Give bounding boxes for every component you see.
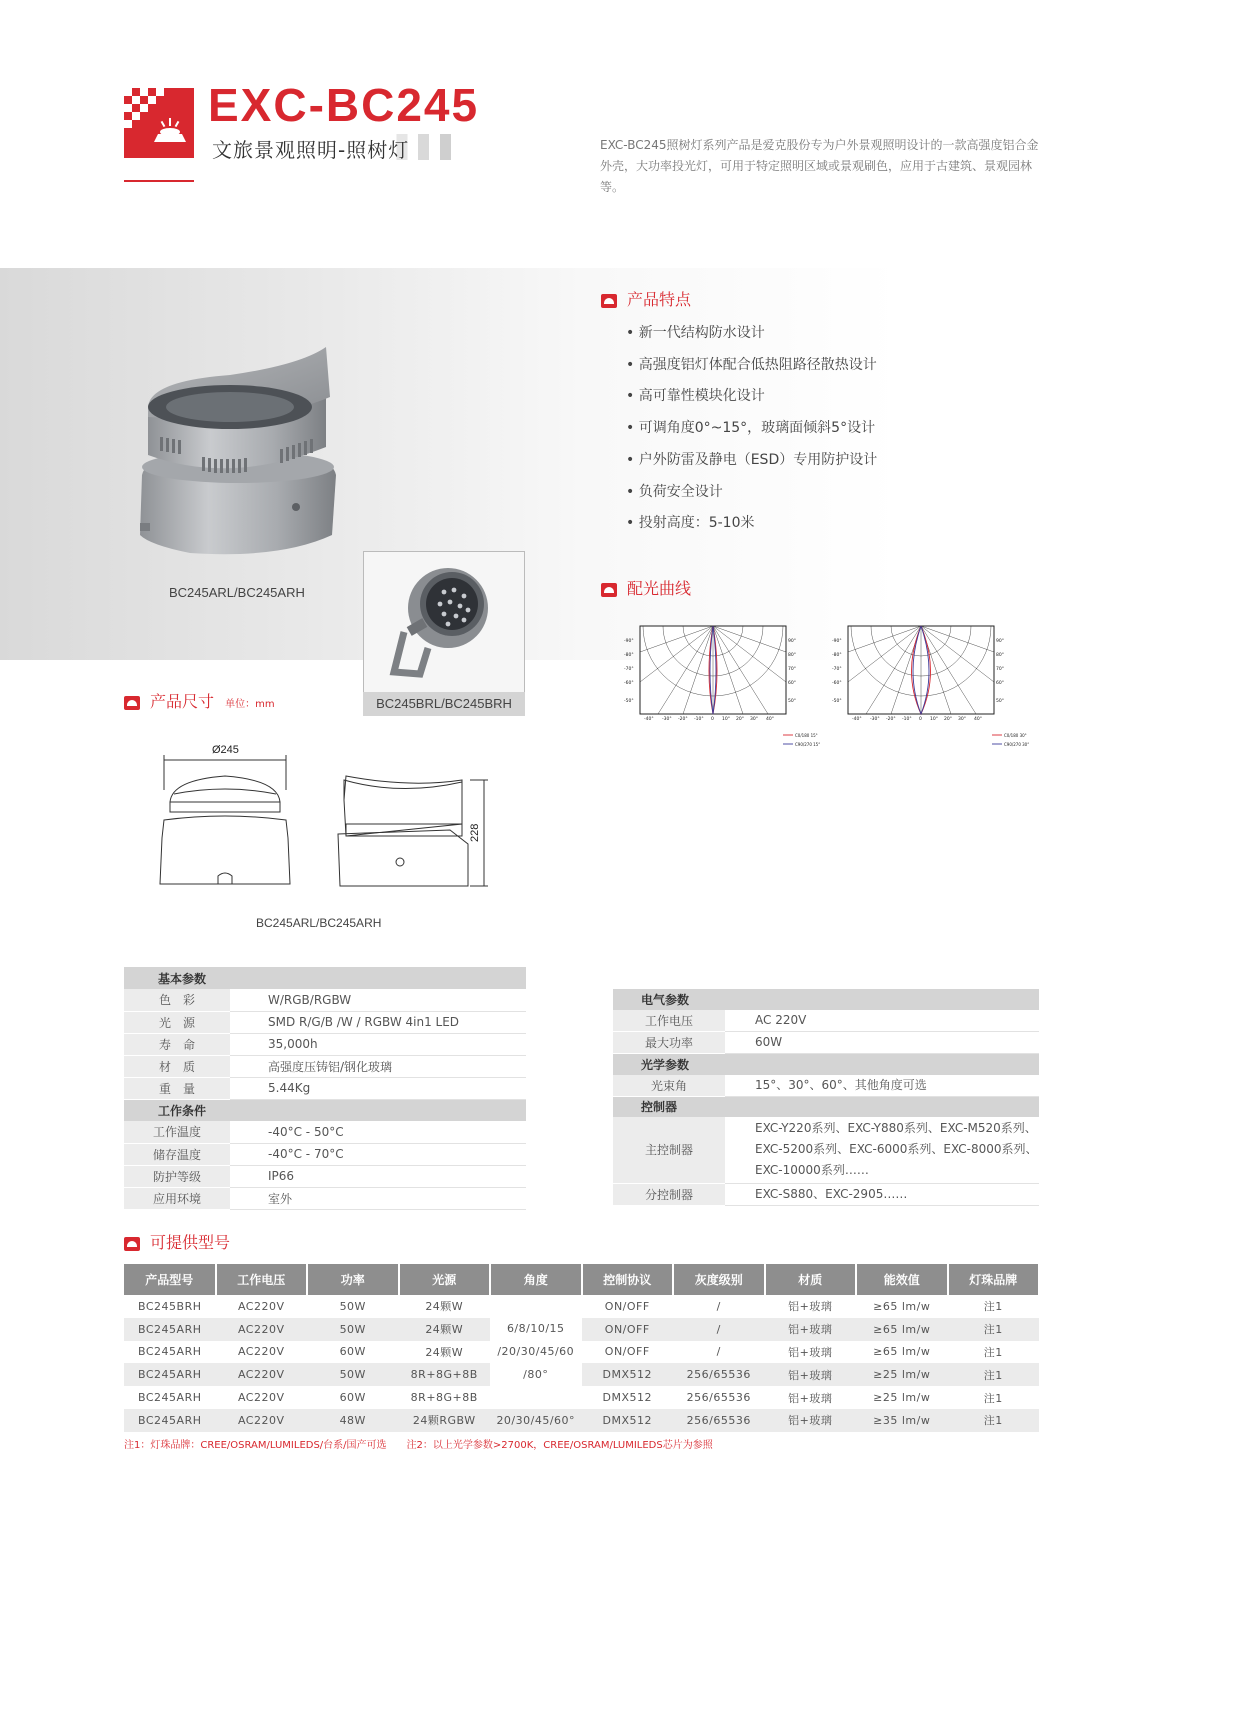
feature-item: • 可调角度0°~15°，玻璃面倾斜5°设计 <box>626 420 876 437</box>
param-key: 最大功率 <box>613 1032 725 1054</box>
param-value: 60W <box>725 1032 1039 1054</box>
param-key: 分控制器 <box>613 1183 725 1205</box>
column-header: 工作电压 <box>216 1264 308 1295</box>
tick-label: 80° <box>788 653 796 658</box>
table-cell: 8R+8G+8B <box>399 1363 491 1386</box>
table-header-row <box>124 967 526 989</box>
table-cell: ≥25 lm/w <box>856 1363 948 1386</box>
table-cell: 50W <box>307 1295 399 1318</box>
lamp-icon <box>601 294 617 308</box>
table-cell: 256/65536 <box>673 1386 765 1409</box>
tick-label: 0 <box>711 717 714 722</box>
param-value: -40°C - 70°C <box>230 1143 526 1165</box>
feature-item: • 新一代结构防水设计 <box>626 325 765 341</box>
column-header: 产品型号 <box>124 1264 216 1295</box>
controller-line: EXC-5200系列、EXC-6000系列、EXC-8000系列、 <box>755 1142 1038 1157</box>
angle-line: 6/8/10/15 <box>506 1322 565 1336</box>
table-cell: ≥25 lm/w <box>856 1386 948 1409</box>
dimensions-caption: BC245ARL/BC245ARH <box>256 916 382 930</box>
table-cell: 注1 <box>948 1386 1040 1409</box>
intro-paragraph: EXC-BC245照树灯系列产品是爱克股份专为户外景观照明设计的一款高强度铝合金外壳，大功率投光灯，可用于特定照明区域或景观刷色，应用于古建筑、景观园林等。 <box>600 138 1039 194</box>
legend-item: C0/180 30° <box>1004 733 1027 738</box>
table-row <box>124 1318 1039 1341</box>
table-header-row <box>613 1096 1039 1117</box>
param-value: 15°、30°、60°、其他角度可选 <box>725 1075 1039 1097</box>
tick-label: 40° <box>974 717 982 722</box>
tick-label: -10° <box>694 717 704 722</box>
table-cell: 注1 <box>948 1409 1040 1432</box>
table-row <box>124 1409 1039 1432</box>
lamp-icon <box>124 696 140 710</box>
table-cell: 8R+8G+8B <box>399 1386 491 1409</box>
table-cell: 50W <box>307 1363 399 1386</box>
table-cell: 铝+玻璃 <box>765 1386 857 1409</box>
table-cell: ≥35 lm/w <box>856 1409 948 1432</box>
table-section-header: 基本参数 <box>124 967 526 989</box>
table-header-row <box>613 989 1039 1010</box>
footnotes: 注1：灯珠品牌：CREE/OSRAM/LUMILEDS/台系/国产可选 注2：以上光学参数>2700K，CREE/OSRAM/LUMILEDS芯片为参照 <box>124 1440 713 1451</box>
feature-item: • 户外防雷及静电（ESD）专用防护设计 <box>626 451 878 468</box>
table-cell: ON/OFF <box>582 1318 674 1341</box>
controller-line: EXC-10000系列…… <box>755 1163 869 1178</box>
tick-label: -20° <box>678 717 688 722</box>
tick-label: 70° <box>996 667 1004 672</box>
column-header: 灯珠品牌 <box>948 1264 1040 1295</box>
tick-label: -50° <box>832 699 842 704</box>
table-row <box>124 989 526 1011</box>
table-cell: AC220V <box>216 1363 308 1386</box>
table-cell: 50W <box>307 1318 399 1341</box>
table-row <box>613 1075 1039 1097</box>
table-cell: 铝+玻璃 <box>765 1409 857 1432</box>
param-key: 材 质 <box>124 1055 230 1077</box>
table-cell: 24颗RGBW <box>399 1409 491 1432</box>
table-cell: 铝+玻璃 <box>765 1318 857 1341</box>
dimensions-section-title <box>124 689 275 712</box>
table-row <box>124 1033 526 1055</box>
param-value: 5.44Kg <box>230 1077 526 1099</box>
legend-item: C90/270 30° <box>1004 742 1030 747</box>
tick-label: 90° <box>996 639 1004 644</box>
table-cell: ON/OFF <box>582 1295 674 1318</box>
tick-label: 30° <box>750 717 758 722</box>
table-section-header: 控制器 <box>613 1096 1039 1117</box>
table-cell: AC220V <box>216 1386 308 1409</box>
height-label: 228 <box>469 823 481 842</box>
features-list <box>626 318 877 540</box>
dimension-drawing <box>150 740 500 900</box>
table-row <box>124 1295 1039 1318</box>
table-cell: 24颗W <box>399 1295 491 1318</box>
model-title: EXC-BC245 <box>208 79 480 131</box>
tick-label: 50° <box>788 699 796 704</box>
param-key: 应用环境 <box>124 1187 230 1209</box>
table-cell: / <box>673 1318 765 1341</box>
table-cell: 铝+玻璃 <box>765 1295 857 1318</box>
table-cell: AC220V <box>216 1341 308 1364</box>
table-header-row <box>613 1054 1039 1075</box>
table-cell: AC220V <box>216 1295 308 1318</box>
table-cell: ≥65 lm/w <box>856 1341 948 1364</box>
table-row <box>124 1363 1039 1386</box>
tick-label: 20° <box>944 717 952 722</box>
table-section-header: 电气参数 <box>613 989 1039 1010</box>
table-cell: 24颗W <box>399 1341 491 1364</box>
table-row <box>613 1010 1039 1032</box>
lamp-icon <box>601 583 617 597</box>
tick-label: 20° <box>736 717 744 722</box>
tick-label: -70° <box>832 667 842 672</box>
angle-line: /80° <box>523 1368 549 1382</box>
table-cell: 注1 <box>948 1295 1040 1318</box>
table-cell: BC245ARH <box>124 1363 216 1386</box>
tick-label: -80° <box>624 653 634 658</box>
column-header: 角度 <box>490 1264 582 1295</box>
tick-label: -30° <box>870 717 880 722</box>
tick-label: -20° <box>886 717 896 722</box>
models-table <box>124 1264 1040 1432</box>
table-cell: 20/30/45/60° <box>490 1409 582 1432</box>
table-cell: 256/65536 <box>673 1363 765 1386</box>
tick-label: -40° <box>644 717 654 722</box>
param-value: 高强度压铸铝/钢化玻璃 <box>230 1055 526 1077</box>
table-row <box>124 1011 526 1033</box>
tick-label: 40° <box>766 717 774 722</box>
tick-label: 30° <box>958 717 966 722</box>
table-cell: BC245ARH <box>124 1386 216 1409</box>
table-cell: 注1 <box>948 1341 1040 1364</box>
param-value: 35,000h <box>230 1033 526 1055</box>
param-key: 主控制器 <box>613 1117 725 1183</box>
table-cell: AC220V <box>216 1409 308 1432</box>
column-header: 灰度级别 <box>673 1264 765 1295</box>
dimensions-unit: 单位：mm <box>225 699 275 710</box>
table-cell: 48W <box>307 1409 399 1432</box>
param-key: 工作温度 <box>124 1121 230 1143</box>
tick-label: 90° <box>788 639 796 644</box>
table-cell: 注1 <box>948 1318 1040 1341</box>
param-key: 色 彩 <box>124 989 230 1011</box>
product-image-inset <box>364 552 524 692</box>
table-row <box>124 1121 526 1143</box>
tick-label: 0 <box>919 717 922 722</box>
table-section-header: 工作条件 <box>124 1099 526 1121</box>
param-key: 防护等级 <box>124 1165 230 1187</box>
param-value: AC 220V <box>725 1010 1039 1032</box>
table-cell: ON/OFF <box>582 1341 674 1364</box>
legend-item: C90/270 15° <box>795 742 821 747</box>
diameter-label: Ø245 <box>212 744 239 756</box>
tick-label: 10° <box>930 717 938 722</box>
table-row <box>124 1341 1039 1364</box>
table-row <box>613 1117 1039 1183</box>
column-header: 能效值 <box>856 1264 948 1295</box>
title-divider <box>124 180 194 182</box>
table-cell: / <box>673 1341 765 1364</box>
table-cell: 铝+玻璃 <box>765 1341 857 1364</box>
tick-label: 80° <box>996 653 1004 658</box>
table-cell: AC220V <box>216 1318 308 1341</box>
param-value: SMD R/G/B /W / RGBW 4in1 LED <box>230 1011 526 1033</box>
column-header: 控制协议 <box>582 1264 674 1295</box>
angle-line: /20/30/45/60 <box>497 1345 575 1359</box>
controller-line: EXC-Y220系列、EXC-Y880系列、EXC-M520系列、 <box>755 1121 1037 1136</box>
product-image-main <box>130 345 340 565</box>
tick-label: 70° <box>788 667 796 672</box>
table-cell: ≥65 lm/w <box>856 1318 948 1341</box>
table-row <box>124 1187 526 1209</box>
table-cell: DMX512 <box>582 1386 674 1409</box>
dimensions-title-text: 产品尺寸 <box>150 692 215 711</box>
feature-item: • 负荷安全设计 <box>626 483 723 500</box>
tick-label: 10° <box>722 717 730 722</box>
features-title-text: 产品特点 <box>627 290 692 309</box>
param-value: EXC-S880、EXC-2905…… <box>725 1183 1039 1205</box>
inset-product-caption: BC245BRL/BC245BRH <box>363 692 525 716</box>
tick-label: -30° <box>662 717 672 722</box>
models-title-text: 可提供型号 <box>150 1233 231 1252</box>
param-key: 重 量 <box>124 1077 230 1099</box>
param-value: 室外 <box>230 1187 526 1209</box>
tick-label: -50° <box>624 699 634 704</box>
photometric-section-title <box>601 576 691 599</box>
table-cell: BC245ARH <box>124 1341 216 1364</box>
table-row <box>124 1055 526 1077</box>
polar-chart-15 <box>618 622 821 752</box>
table-row <box>124 1386 1039 1409</box>
tick-label: -40° <box>852 717 862 722</box>
lamp-icon <box>124 1237 140 1251</box>
table-section-header: 光学参数 <box>613 1054 1039 1075</box>
param-key: 工作电压 <box>613 1010 725 1032</box>
table-cell: 60W <box>307 1386 399 1409</box>
param-value: W/RGB/RGBW <box>230 989 526 1011</box>
column-header: 光源 <box>399 1264 491 1295</box>
subtitle: 文旅景观照明-照树灯 <box>212 138 410 162</box>
feature-item: • 投射高度：5-10米 <box>626 515 755 532</box>
table-cell: BC245ARH <box>124 1318 216 1341</box>
tick-label: -70° <box>624 667 634 672</box>
main-product-caption: BC245ARL/BC245ARH <box>169 585 305 600</box>
features-section-title <box>601 287 691 310</box>
electrical-params-table <box>613 989 1039 1206</box>
tick-label: 60° <box>996 681 1004 686</box>
column-header: 功率 <box>307 1264 399 1295</box>
table-header-row <box>124 1264 1039 1295</box>
feature-item: • 高强度铝灯体配合低热阻路径散热设计 <box>626 356 877 373</box>
tick-label: -10° <box>902 717 912 722</box>
polar-chart-30 <box>830 622 1045 752</box>
param-key: 寿 命 <box>124 1033 230 1055</box>
param-key: 光 源 <box>124 1011 230 1033</box>
param-value: -40°C - 50°C <box>230 1121 526 1143</box>
table-cell: ≥65 lm/w <box>856 1295 948 1318</box>
tick-label: -90° <box>832 639 842 644</box>
tick-label: 50° <box>996 699 1004 704</box>
column-header: 材质 <box>765 1264 857 1295</box>
tick-label: -60° <box>624 681 634 686</box>
table-cell: DMX512 <box>582 1409 674 1432</box>
table-cell: 256/65536 <box>673 1409 765 1432</box>
brand-logo <box>124 88 194 158</box>
table-cell: BC245ARH <box>124 1409 216 1432</box>
table-cell: BC245BRH <box>124 1295 216 1318</box>
models-section-title <box>124 1230 230 1253</box>
table-cell: 铝+玻璃 <box>765 1363 857 1386</box>
table-row <box>124 1077 526 1099</box>
table-cell: 注1 <box>948 1363 1040 1386</box>
angle-merged-cell <box>490 1295 582 1409</box>
table-row <box>613 1183 1039 1205</box>
tick-label: -60° <box>832 681 842 686</box>
table-header-row <box>124 1099 526 1121</box>
param-value: IP66 <box>230 1165 526 1187</box>
legend-item: C0/180 15° <box>795 733 818 738</box>
table-cell: 24颗W <box>399 1318 491 1341</box>
tick-label: 60° <box>788 681 796 686</box>
basic-params-table <box>124 967 526 1210</box>
tick-label: -90° <box>624 639 634 644</box>
photometric-title-text: 配光曲线 <box>627 579 692 598</box>
table-cell: / <box>673 1295 765 1318</box>
param-value <box>725 1117 1039 1183</box>
table-cell: DMX512 <box>582 1363 674 1386</box>
table-row <box>124 1143 526 1165</box>
table-cell: 60W <box>307 1341 399 1364</box>
table-row <box>613 1032 1039 1054</box>
param-key: 光束角 <box>613 1075 725 1097</box>
feature-item: • 高可靠性模块化设计 <box>626 388 765 405</box>
param-key: 储存温度 <box>124 1143 230 1165</box>
tick-label: -80° <box>832 653 842 658</box>
table-row <box>124 1165 526 1187</box>
